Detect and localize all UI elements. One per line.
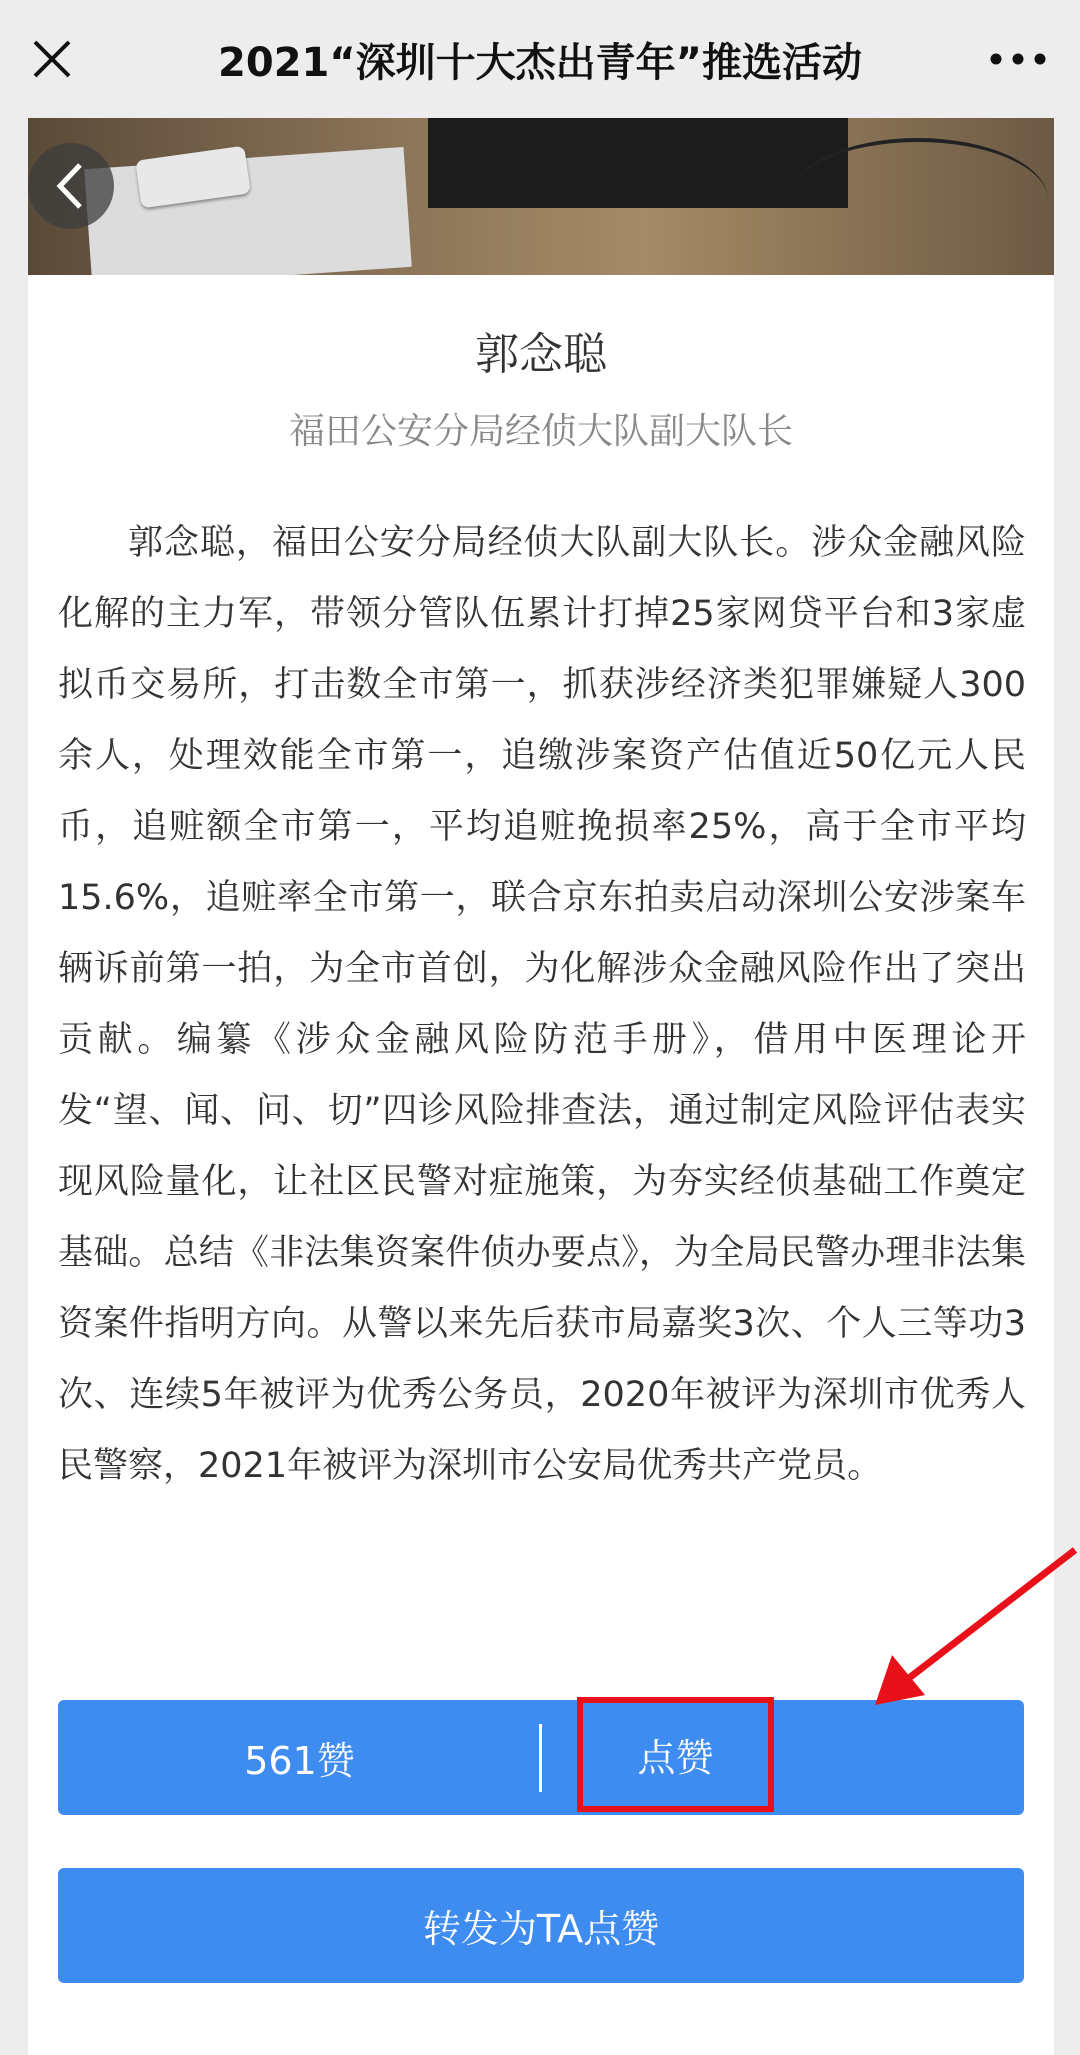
share-to-like-button[interactable]: 转发为TA点赞 [58,1868,1024,1983]
chevron-left-icon [54,161,88,211]
like-count: 561赞 [244,1739,355,1783]
candidate-photo [28,118,1054,275]
back-button[interactable] [28,143,114,229]
annotation-arrow [870,1545,1080,1725]
top-navigation-bar [0,0,1080,118]
candidate-bio: 郭念聪，福田公安分局经侦大队副大队长。涉众金融风险化解的主力军，带领分管队伍累计打掉25家网贷平台和3家虚拟币交易所，打击数全市第一，抓获涉经济类犯罪嫌疑人300余人，处理效能全市第一，追缴涉案资产估值近50亿元人民币，追赃额全市第一，平均追赃挽损率25%，高于全市平均15.6%，追赃率全市第一，联合京东拍卖启动深圳公安涉案车辆诉前第一拍，为全市首创，为化解涉众金融风险作出了突出贡献。编纂《涉众金融风险防范手册》，借用中医理论开发“望、闻、问、切”四诊风险排查法，通过制定风险评估表实现风险量化，让社区民警对症施策，为夯实经侦基础工作奠定基础。总结《非法集资案件侦办要点》，为全局民警办理非法集资案件指明方向。从警以来先后获市局嘉奖3次、个人三等功3次、连续5年被评为优秀公务员，2020年被评为深圳市优秀人民警察，2021年被评为深圳市公安局优秀共产党员。 [58,523,1026,1486]
more-icon [988,52,1048,66]
candidate-name: 郭念聪 [475,329,607,380]
more-button[interactable] [978,24,1058,94]
divider [539,1724,542,1792]
close-icon [32,39,72,79]
candidate-position: 福田公安分局经侦大队副大队长 [288,411,793,452]
like-button[interactable]: 点赞 [577,1697,774,1812]
candidate-card [28,118,1054,2055]
close-button[interactable] [22,24,82,94]
page-title: 2021“深圳十大杰出青年”推选活动 [218,39,862,86]
